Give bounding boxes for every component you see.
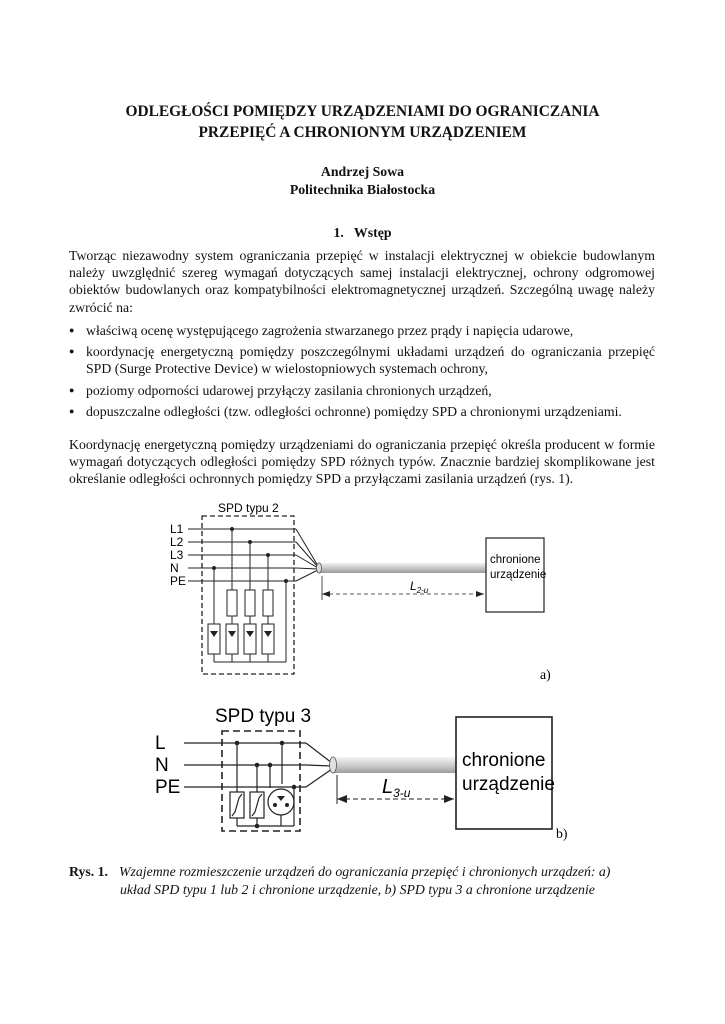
distance-label-b: $L_{3-u}$ [382, 776, 411, 800]
protected-device-b [456, 717, 552, 829]
spd-type2-label: SPD typu 2 [218, 501, 279, 515]
cable-end-b [330, 757, 337, 773]
figure-a-panel-label: a) [540, 667, 551, 682]
conductors-b [184, 743, 332, 826]
title-line-1: ODLEGŁOŚCI POMIĘDZY URZĄDZENIAMI DO OGRANICZANIA [125, 103, 600, 120]
bullet-dot-icon: ● [69, 346, 75, 357]
line-label-n: N [170, 561, 179, 575]
caption-number: Rys. 1. [69, 864, 108, 879]
line-label-n-b: N [155, 755, 169, 776]
paragraph-intro: Tworząc niezawodny system ograniczania przepięć w instalacji elektrycznej w obiekcie budowlanym należy uwzględnić szereg wymagań dotyczących samej instalacji elektrycznej, ochrony odgromowej obiektów budowlanych oraz kompatybilności elektromagnetycznej urządzeń. Szczególną uwagę należy zwrócić na: [69, 248, 655, 315]
list-item: ● właściwą ocenę występującego zagrożenia stwarzanego przez prądy i napięcia udarowe, [69, 323, 574, 338]
bullet-dot-icon: ● [69, 325, 75, 335]
dimension-line-a [322, 576, 484, 600]
line-label-pe-b: PE [155, 777, 181, 798]
title-line-2: PRZEPIĘĆ A CHRONIONYM URZĄDZENIEM [198, 124, 527, 141]
cable-end-a [317, 563, 322, 573]
bullet-list [69, 322, 655, 424]
figure-caption [69, 863, 665, 899]
caption-text-cont: układ SPD typu 1 lub 2 i chronione urządzenie, b) SPD typu 3 a chronione urządzenie [120, 882, 595, 897]
list-item: ● koordynację energetyczną pomiędzy poszczególnymi układami urządzeń do ograniczania przepięć SPD (Surge Protective Device) w wielostopniowych systemach ochrony, [69, 344, 655, 377]
line-label-pe: PE [170, 574, 187, 588]
paragraph-coordination: Koordynację energetyczną pomiędzy urządzeniami do ograniczania przepięć określa producent w formie wymagań dotyczących odległości pomiędzy SPD różnych typów. Znacznie bardziej skomplikowane jest określanie odległości ochronnych pomiędzy SPD a przyłączami zasilania urządzeń (rys. 1). [69, 437, 655, 487]
section-heading: 1. Wstęp [333, 225, 392, 240]
line-label-l1: L1 [170, 522, 184, 536]
device-b-line1: chronione [462, 750, 546, 771]
line-label-l3: L3 [170, 548, 184, 562]
cable-b [332, 757, 456, 773]
device-a-line2: urządzenie [490, 569, 547, 581]
spd-elements-a [208, 529, 286, 662]
author-block [60, 163, 665, 199]
cable-a [318, 563, 486, 573]
author-name: Andrzej Sowa [320, 164, 405, 179]
list-item: ● poziomy odporności udarowej przyłączy zasilania chronionych urządzeń, [69, 382, 492, 398]
caption-text: Wzajemne rozmieszczenie urządzeń do ograniczania przepięć i chronionych urządzeń: a) [119, 864, 611, 879]
list-item: ● dopuszczalne odległości (tzw. odległości ochronne) pomiędzy SPD a chronionymi urządzeniami. [69, 403, 622, 419]
author-affiliation: Politechnika Białostocka [289, 182, 436, 197]
bullet-dot-icon: ● [69, 384, 75, 395]
device-a-line1: chronione [490, 554, 541, 566]
line-label-l2: L2 [170, 535, 184, 549]
line-label-l: L [155, 733, 166, 754]
spd-type3-label: SPD typu 3 [215, 706, 312, 727]
device-b-line2: urządzenie [462, 774, 555, 795]
figure-b-panel-label: b) [556, 826, 568, 841]
figure-a-diagram [0, 500, 725, 690]
conductors-a [188, 529, 318, 581]
paper-title [60, 101, 665, 143]
bullet-dot-icon: ● [69, 405, 75, 416]
distance-label-a: $L_{2-u}$ [410, 579, 429, 595]
figure-b-diagram [0, 700, 725, 850]
